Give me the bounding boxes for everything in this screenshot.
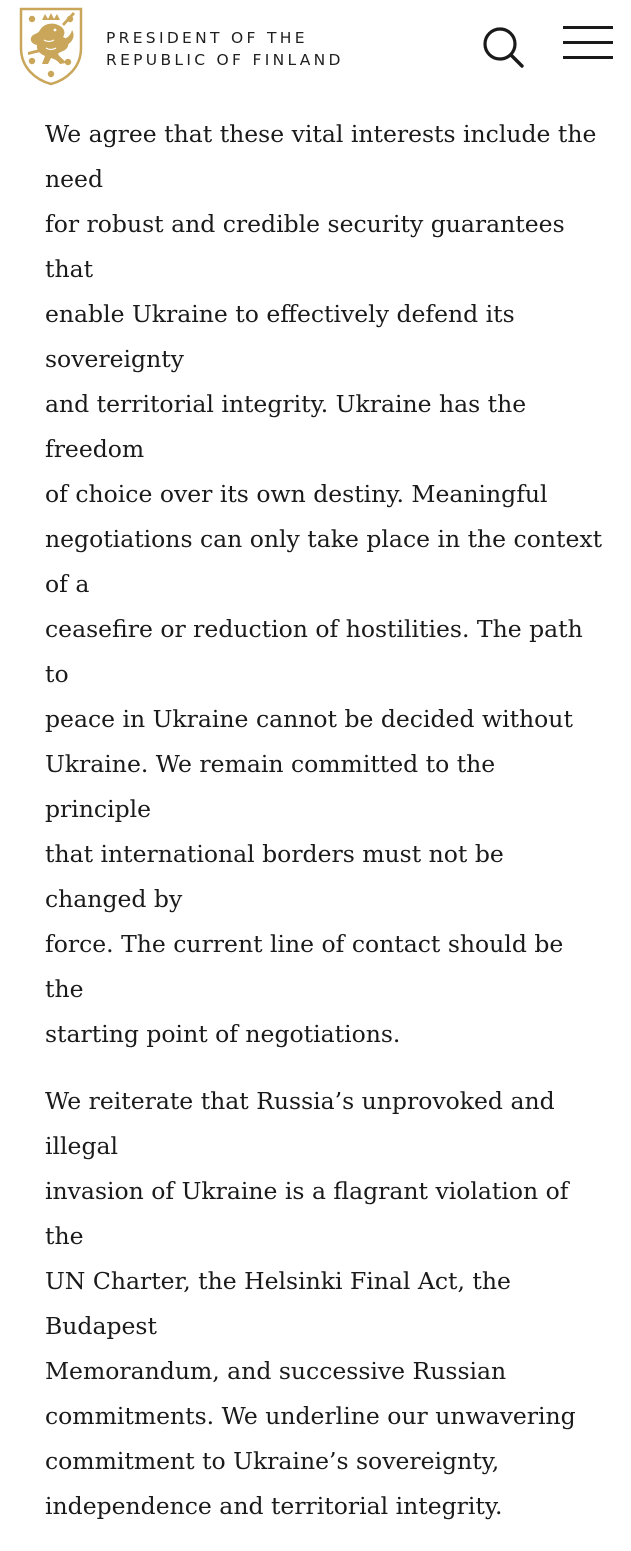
site-title[interactable] <box>106 27 344 71</box>
finnish-coat-of-arms-lion-icon[interactable] <box>18 6 84 86</box>
search-icon[interactable] <box>480 24 528 72</box>
article-body <box>45 112 605 1551</box>
menu-bar-bottom <box>563 56 613 59</box>
site-title-line2: REPUBLIC OF FINLAND <box>106 51 344 69</box>
site-title-line1: PRESIDENT OF THE <box>106 29 308 47</box>
site-header <box>0 0 631 100</box>
paragraph-security-guarantees: We agree that these vital interests include the need for robust and credible security guarantees that enable Ukraine to effectively defend its sovereignty and territorial integrity. Ukraine has the freedom of choice over its own destiny. Meaningful negotiations can only take place in the context of a ceasefire or reduction of hostilities. The path to peace in Ukraine cannot be decided without Ukraine. We remain committed to the principle that international borders must not be changed by force. The current line of contact should be the starting point of negotiations. <box>45 120 603 1048</box>
hamburger-menu-icon[interactable] <box>563 26 615 66</box>
paragraph-russia-invasion: We reiterate that Russia’s unprovoked and illegal invasion of Ukraine is a flagrant violation of the UN Charter, the Helsinki Final Act, the Budapest Memorandum, and successive Russian commitments. We underline our unwavering commitment to Ukraine’s sovereignty, independence and territorial integrity. <box>45 1087 576 1520</box>
menu-bar-middle <box>563 41 613 44</box>
menu-bar-top <box>563 26 613 29</box>
